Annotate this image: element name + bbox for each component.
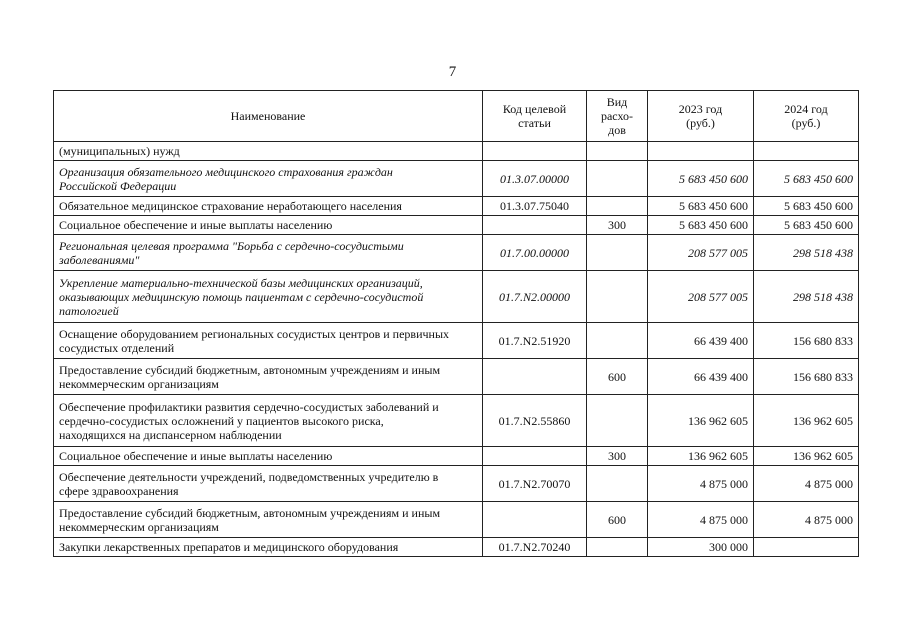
cell-code: [483, 502, 587, 538]
header-2023: [648, 91, 754, 142]
page-number: 7: [448, 64, 457, 80]
header-2023-line: 2023 год: [678, 102, 723, 116]
cell-2024: 156 680 833: [754, 359, 859, 395]
table-row: [54, 323, 859, 359]
cell-name-line: сфере здравоохранения: [59, 483, 179, 498]
cell-code: 01.7.N2.70070: [483, 466, 587, 502]
cell-name: [54, 538, 483, 557]
cell-2023: 5 683 450 600: [648, 216, 754, 235]
header-2023-line: (руб.): [686, 116, 715, 130]
cell-name: [54, 395, 483, 447]
cell-name-line: некоммерческим организациям: [59, 519, 219, 534]
cell-2023: 5 683 450 600: [648, 161, 754, 197]
table-body: [54, 142, 859, 557]
cell-code: 01.3.07.75040: [483, 197, 587, 216]
cell-name-line: Обеспечение деятельности учреждений, подведомственных учредителю в: [59, 469, 439, 484]
cell-2023: 5 683 450 600: [648, 197, 754, 216]
cell-name: [54, 466, 483, 502]
cell-type: [587, 323, 648, 359]
cell-type: [587, 142, 648, 161]
cell-2024: 136 962 605: [754, 447, 859, 466]
cell-2023: 208 577 005: [648, 271, 754, 323]
cell-name: [54, 197, 483, 216]
header-code: [483, 91, 587, 142]
table-row: [54, 466, 859, 502]
cell-type: [587, 538, 648, 557]
table-row: [54, 216, 859, 235]
cell-name-line: заболеваниями": [59, 252, 140, 267]
cell-name-line: Социальное обеспечение и иные выплаты населению: [59, 218, 333, 232]
cell-name-line: Закупки лекарственных препаратов и медицинского оборудования: [59, 540, 399, 554]
table-row: [54, 538, 859, 557]
cell-2024: 136 962 605: [754, 395, 859, 447]
cell-type: [587, 161, 648, 197]
cell-name: [54, 216, 483, 235]
cell-name-line: Обязательное медицинское страхование неработающего населения: [59, 199, 402, 213]
header-2024-line: 2024 год: [784, 102, 828, 116]
cell-2024: 5 683 450 600: [754, 161, 859, 197]
cell-2023: 4 875 000: [648, 502, 754, 538]
cell-name-line: Укрепление материально-технической базы медицинских организаций,: [59, 275, 423, 290]
cell-2023: 136 962 605: [648, 447, 754, 466]
table-row: [54, 142, 859, 161]
header-code-line: статьи: [518, 116, 551, 130]
header-type-line: расхо-: [600, 109, 634, 123]
header-type: [587, 91, 648, 142]
table-row: [54, 447, 859, 466]
cell-name: [54, 502, 483, 538]
cell-code: [483, 359, 587, 395]
cell-name: [54, 323, 483, 359]
cell-2023: 66 439 400: [648, 323, 754, 359]
cell-2023: 208 577 005: [648, 235, 754, 271]
cell-code: [483, 142, 587, 161]
cell-type: [587, 271, 648, 323]
cell-name-line: Предоставление субсидий бюджетным, автономным учреждениям и иным: [59, 505, 441, 520]
cell-2023: 136 962 605: [648, 395, 754, 447]
cell-type: 300: [587, 216, 648, 235]
cell-name: [54, 447, 483, 466]
cell-code: 01.7.N2.00000: [483, 271, 587, 323]
cell-2024: [754, 142, 859, 161]
cell-name-line: сердечно-сосудистых осложнений у пациентов высокого риска,: [59, 413, 384, 428]
table-row: [54, 197, 859, 216]
cell-code: [483, 447, 587, 466]
cell-name-line: оказывающих медицинскую помощь пациентам с сердечно-сосудистой: [59, 289, 424, 304]
cell-code: 01.7.N2.51920: [483, 323, 587, 359]
cell-name-line: Российской Федерации: [59, 178, 177, 193]
cell-code: 01.7.N2.55860: [483, 395, 587, 447]
header-2024: [754, 91, 859, 142]
cell-type: 600: [587, 502, 648, 538]
header-type-line: Вид: [606, 95, 628, 109]
cell-name-line: некоммерческим организациям: [59, 376, 219, 391]
header-code-line: Код целевой: [502, 102, 567, 116]
cell-2024: 4 875 000: [754, 466, 859, 502]
cell-name-line: Предоставление субсидий бюджетным, автономным учреждениям и иным: [59, 362, 441, 377]
cell-2024: 156 680 833: [754, 323, 859, 359]
header-type-line: дов: [608, 123, 626, 137]
table-row: [54, 271, 859, 323]
cell-2023: [648, 142, 754, 161]
cell-name: [54, 271, 483, 323]
table-row: [54, 359, 859, 395]
cell-2024: 5 683 450 600: [754, 216, 859, 235]
table-header-row: [54, 91, 859, 142]
header-2024-line: (руб.): [791, 116, 821, 130]
table-row: [54, 395, 859, 447]
cell-2024: 298 518 438: [754, 235, 859, 271]
cell-type: [587, 395, 648, 447]
cell-name: [54, 161, 483, 197]
cell-type: 300: [587, 447, 648, 466]
budget-table: [53, 90, 859, 557]
table-row: [54, 161, 859, 197]
table-row: [54, 502, 859, 538]
cell-name-line: Оснащение оборудованием региональных сосудистых центров и первичных: [59, 326, 450, 341]
cell-type: [587, 235, 648, 271]
cell-code: 01.7.00.00000: [483, 235, 587, 271]
cell-name: [54, 142, 483, 161]
table-row: [54, 235, 859, 271]
cell-name-line: Организация обязательного медицинского страхования граждан: [59, 164, 393, 179]
cell-2024: [754, 538, 859, 557]
cell-code: 01.7.N2.70240: [483, 538, 587, 557]
cell-name: [54, 235, 483, 271]
cell-name-line: патологией: [59, 303, 119, 318]
cell-type: 600: [587, 359, 648, 395]
cell-name-line: Социальное обеспечение и иные выплаты населению: [59, 449, 333, 463]
cell-2024: 5 683 450 600: [754, 197, 859, 216]
cell-name-line: находящихся на диспансерном наблюдении: [59, 427, 282, 442]
header-name: Наименование: [54, 91, 483, 142]
cell-2023: 66 439 400: [648, 359, 754, 395]
cell-code: [483, 216, 587, 235]
cell-name-line: сосудистых отделений: [59, 340, 175, 355]
cell-name: [54, 359, 483, 395]
cell-type: [587, 466, 648, 502]
cell-code: 01.3.07.00000: [483, 161, 587, 197]
cell-2024: 298 518 438: [754, 271, 859, 323]
cell-2023: 300 000: [648, 538, 754, 557]
cell-name-line: (муниципальных) нужд: [59, 144, 180, 158]
cell-name-line: Региональная целевая программа "Борьба с сердечно-сосудистыми: [59, 238, 404, 253]
cell-2023: 4 875 000: [648, 466, 754, 502]
cell-2024: 4 875 000: [754, 502, 859, 538]
cell-name-line: Обеспечение профилактики развития сердечно-сосудистых заболеваний и: [59, 399, 439, 414]
cell-type: [587, 197, 648, 216]
